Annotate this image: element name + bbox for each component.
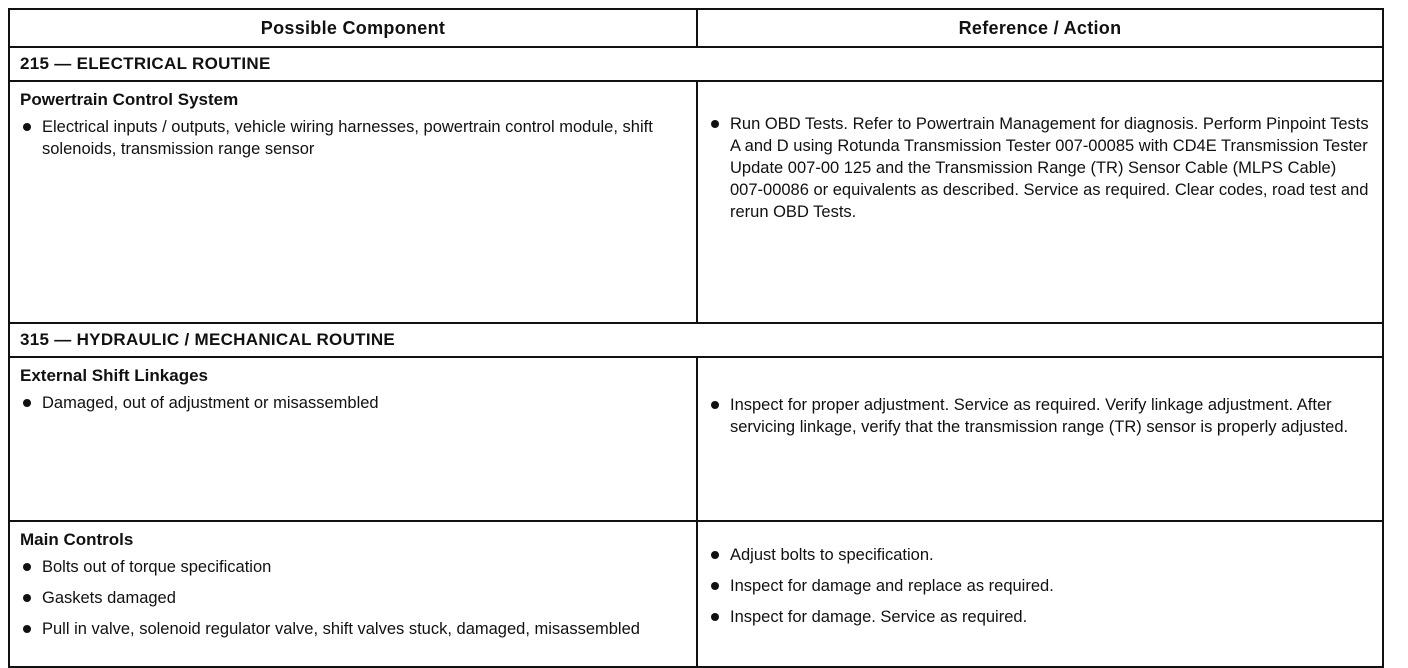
action-item: Inspect for damage. Service as required. bbox=[708, 606, 1372, 628]
header-reference-action: Reference / Action bbox=[958, 17, 1122, 38]
table-row bbox=[10, 520, 1382, 666]
action-item: Adjust bolts to specification. bbox=[708, 544, 1372, 566]
group-title: Powertrain Control System bbox=[20, 90, 239, 109]
component-item: Gaskets damaged bbox=[20, 587, 686, 609]
table-row bbox=[10, 80, 1382, 322]
header-possible-component: Possible Component bbox=[10, 10, 698, 46]
action-item: Run OBD Tests. Refer to Powertrain Management for diagnosis. Perform Pinpoint Tests A and D using Rotunda Transmission Tester 007-00085 with CD4E Transmission Tester Update 007-00 125 and the Transmission Range (TR) Sensor Cable (MLPS Cable) 007-00086 or equivalents as described. Service as required. Clear codes, road test and rerun OBD Tests. bbox=[708, 113, 1372, 223]
action-cell bbox=[698, 82, 1382, 322]
component-item: Bolts out of torque specification bbox=[20, 556, 686, 578]
component-cell bbox=[10, 522, 698, 666]
action-cell bbox=[698, 358, 1382, 520]
diagnostic-table bbox=[8, 8, 1384, 668]
action-cell bbox=[698, 522, 1382, 666]
group-title: Main Controls bbox=[20, 530, 134, 549]
table-header-row bbox=[10, 10, 1382, 46]
component-cell bbox=[10, 82, 698, 322]
group-title: External Shift Linkages bbox=[20, 366, 208, 385]
section-title: 215 — ELECTRICAL ROUTINE bbox=[20, 54, 271, 73]
action-item: Inspect for damage and replace as required. bbox=[708, 575, 1372, 597]
component-cell bbox=[10, 358, 698, 520]
component-item: Damaged, out of adjustment or misassembled bbox=[20, 392, 686, 414]
section-title: 315 — HYDRAULIC / MECHANICAL ROUTINE bbox=[20, 330, 396, 349]
table-row bbox=[10, 356, 1382, 520]
action-item: Inspect for proper adjustment. Service as required. Verify linkage adjustment. After servicing linkage, verify that the transmission range (TR) sensor is properly adjusted. bbox=[708, 394, 1372, 438]
component-item: Pull in valve, solenoid regulator valve, shift valves stuck, damaged, misassembled bbox=[20, 618, 686, 640]
component-item: Electrical inputs / outputs, vehicle wiring harnesses, powertrain control module, shift solenoids, transmission range sensor bbox=[20, 116, 686, 160]
section-row-electrical bbox=[10, 46, 1382, 80]
section-row-hydraulic bbox=[10, 322, 1382, 356]
